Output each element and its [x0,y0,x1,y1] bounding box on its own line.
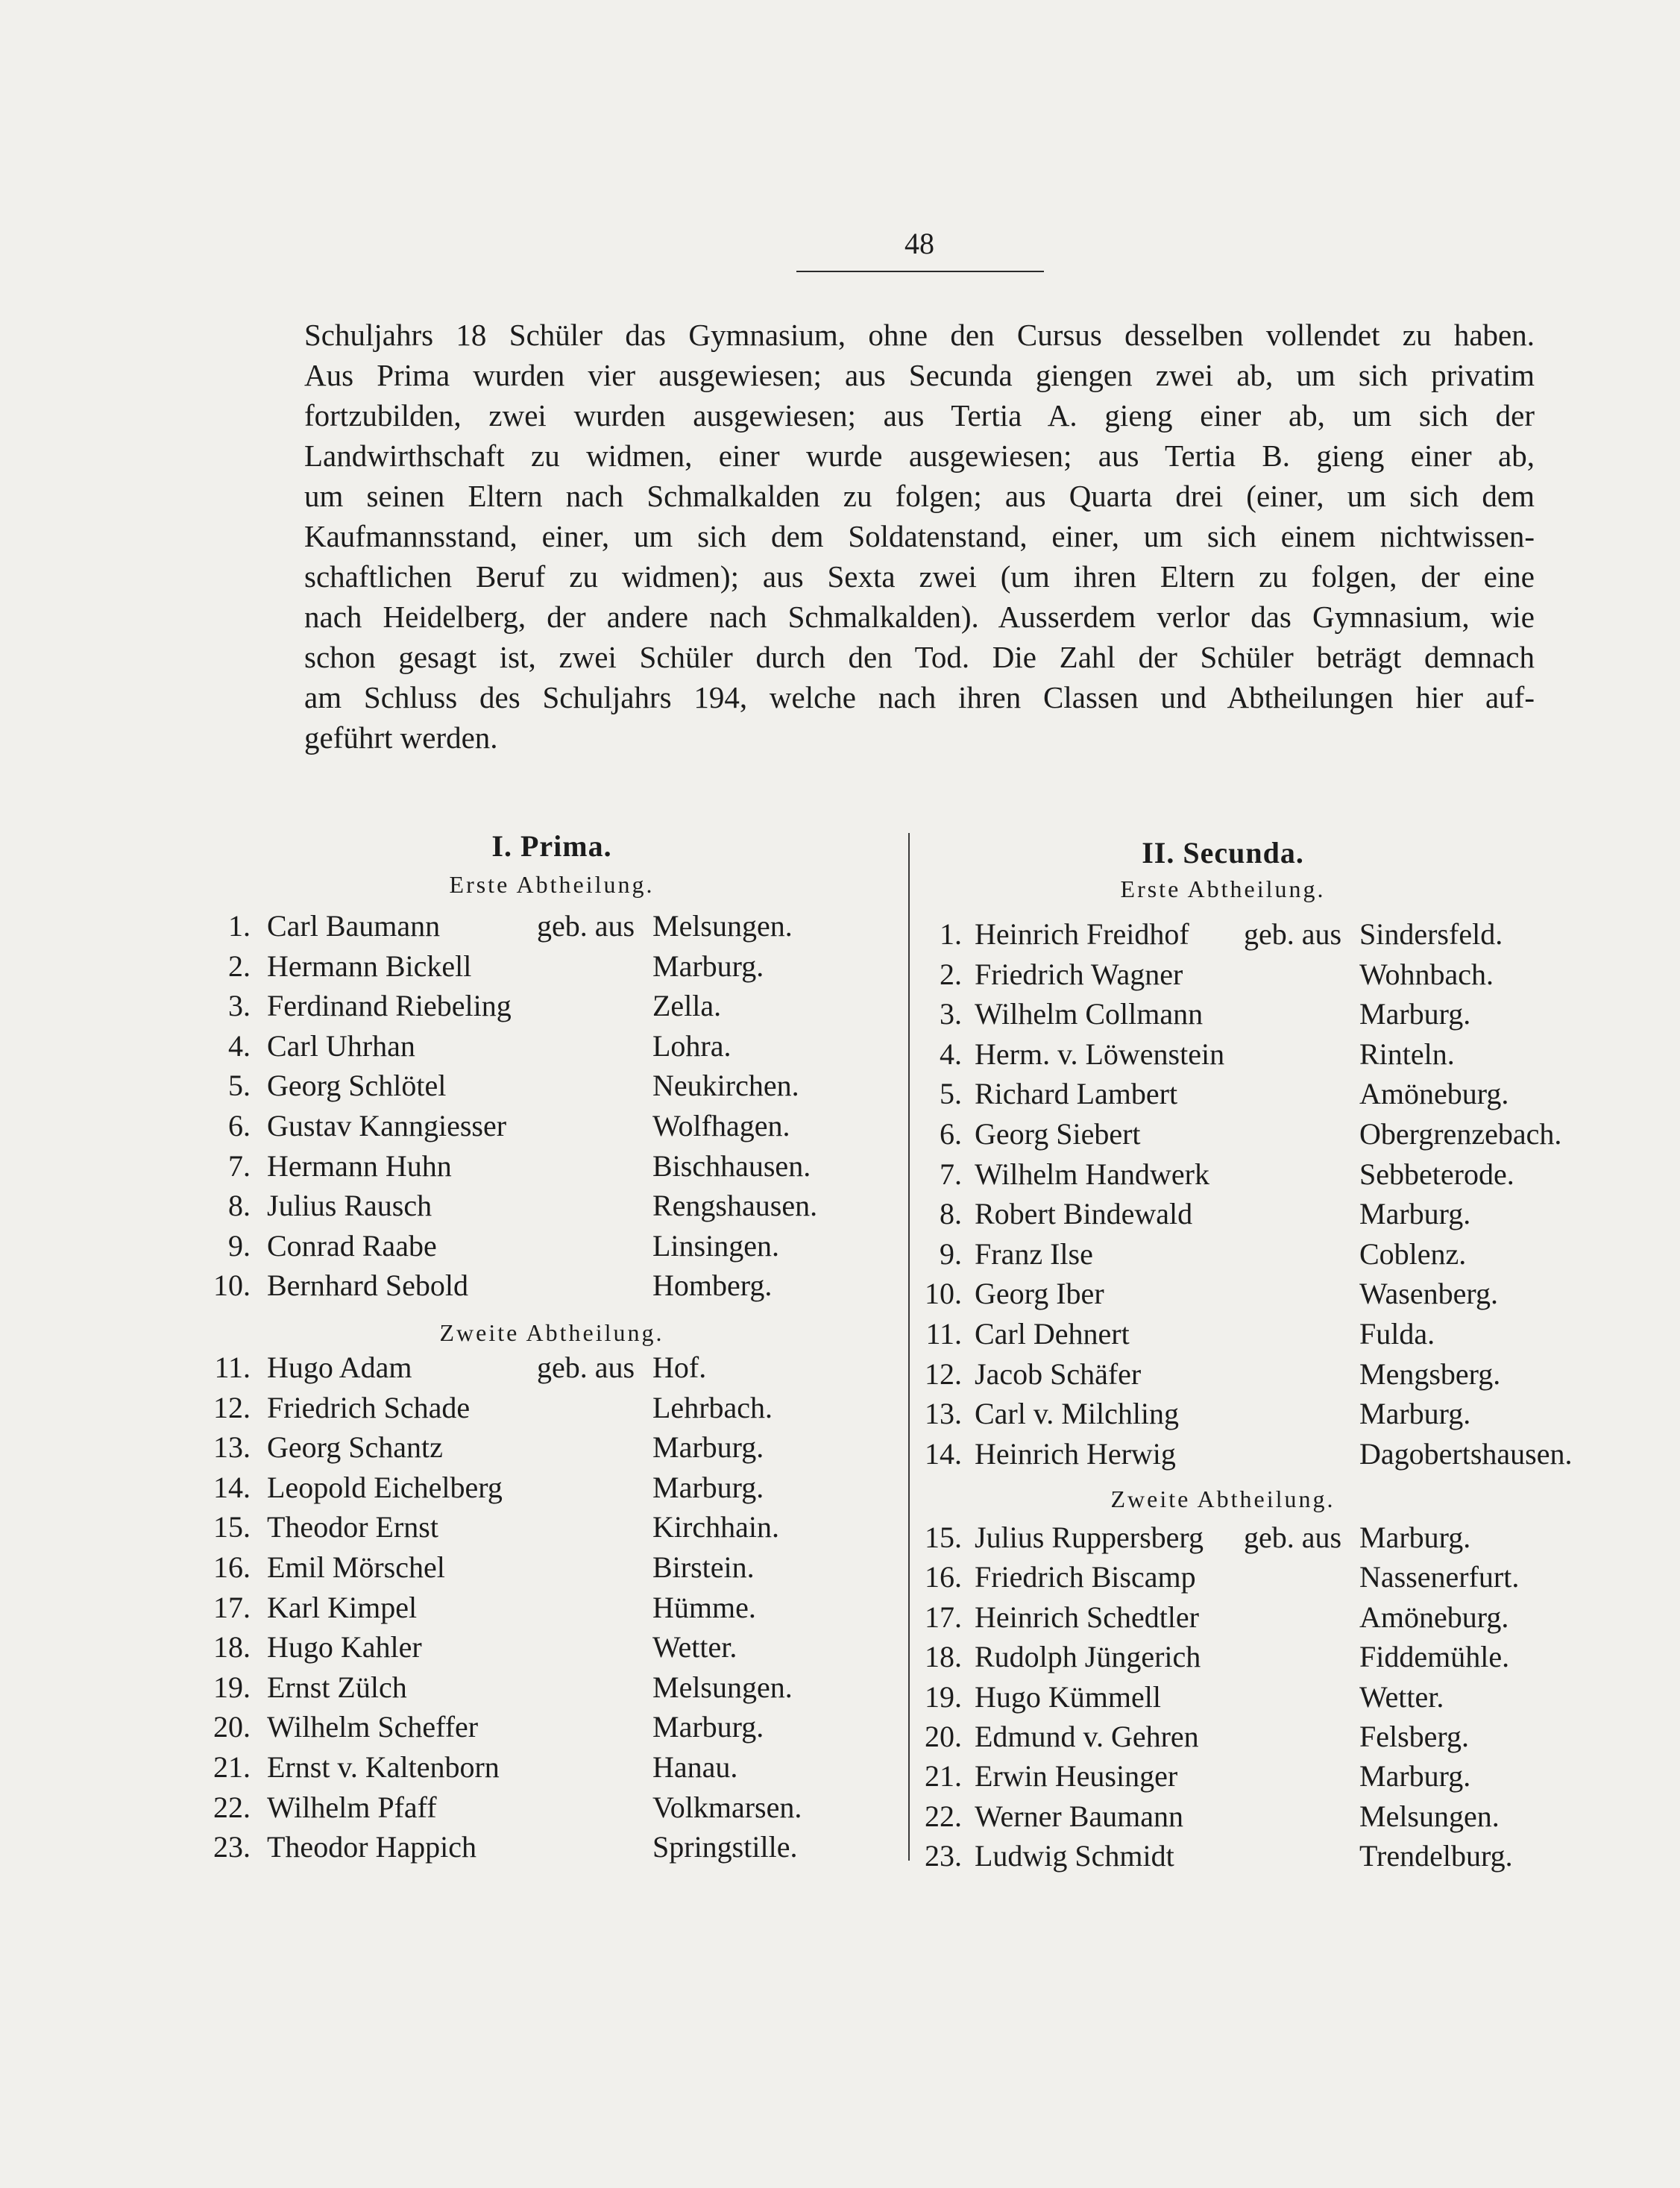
student-name: Heinrich Herwig [975,1436,1176,1471]
student-name: Gustav Kanngiesser [267,1109,507,1142]
student-number: 19. [925,1679,962,1714]
intro-line: schon gesagt ist, zwei Schüler durch den Tod. Die Zahl der Schüler beträgt demnach [304,640,1535,674]
student-birthplace: Rengshausen. [652,1189,818,1223]
student-birthplace: Sebbeterode. [1359,1157,1514,1191]
secunda-student-row [0,1074,1680,1113]
secunda-student-row [0,914,1680,954]
student-name: Wilhelm Collmann [975,997,1204,1031]
student-name: Emil Mörschel [267,1550,445,1584]
student-name: Ferdinand Riebeling [267,989,512,1023]
secunda-student-row [0,994,1680,1034]
student-name: Werner Baumann [975,1799,1183,1833]
student-number: 5. [940,1077,962,1111]
student-number: 15. [925,1521,962,1554]
student-number: 1. [940,917,962,951]
student-birthplace: Marburg. [1359,997,1471,1031]
student-name: Richard Lambert [975,1077,1178,1111]
student-number: 4. [940,1037,962,1071]
student-number: 22. [213,1790,251,1824]
secunda-student-row [0,1557,1680,1597]
student-birthplace: Linsingen. [652,1228,779,1263]
birthplace-note: geb. aus [1244,1521,1342,1554]
student-number: 23. [925,1839,962,1873]
student-number: 9. [228,1228,251,1263]
student-birthplace: Lohra. [652,1028,732,1063]
student-birthplace: Wetter. [1359,1679,1444,1714]
student-number: 20. [925,1720,962,1753]
student-number: 10. [925,1277,962,1311]
student-number: 6. [228,1109,251,1142]
student-name: Bernhard Sebold [267,1269,468,1303]
student-birthplace: Hümme. [652,1590,756,1624]
student-name: Karl Kimpel [267,1590,418,1624]
birthplace-note: geb. aus [537,909,635,943]
secunda-student-row [0,1034,1680,1074]
student-number: 18. [925,1640,962,1674]
secunda-second-heading: Zweite Abtheilung. [1110,1486,1335,1512]
student-number: 13. [213,1430,251,1465]
student-birthplace: Wetter. [652,1630,737,1664]
student-number: 9. [940,1236,962,1271]
student-number: 16. [213,1550,251,1584]
secunda-student-row [0,1677,1680,1717]
student-number: 14. [213,1470,251,1504]
student-birthplace: Melsungen. [1359,1799,1500,1833]
student-birthplace: Fiddemühle. [1359,1640,1510,1674]
student-number: 7. [228,1148,251,1183]
student-name: Hermann Huhn [267,1148,452,1183]
student-birthplace: Amöneburg. [1359,1600,1509,1634]
student-birthplace: Marburg. [652,1430,764,1465]
student-number: 5. [228,1069,251,1103]
student-birthplace: Melsungen. [652,909,793,943]
student-birthplace: Melsungen. [652,1670,793,1704]
secunda-title: II. Secunda. [1142,836,1304,870]
student-number: 6. [940,1117,962,1151]
secunda-student-row [0,1314,1680,1354]
student-name: Carl v. Milchling [975,1397,1180,1431]
secunda-student-row [0,1234,1680,1274]
secunda-student-row [0,1518,1680,1557]
student-name: Georg Schantz [267,1430,443,1465]
student-number: 8. [228,1189,251,1223]
student-name: Herm. v. Löwenstein [975,1037,1225,1071]
student-birthplace: Zella. [652,989,722,1023]
intro-line: am Schluss des Schuljahrs 194, welche nach ihren Classen und Abtheilungen hier auf- [304,680,1535,714]
student-birthplace: Wasenberg. [1359,1277,1498,1311]
student-birthplace: Marburg. [1359,1521,1471,1554]
secunda-student-row [0,1274,1680,1313]
student-name: Georg Schlötel [267,1069,447,1103]
student-number: 2. [940,957,962,991]
student-name: Carl Uhrhan [267,1028,415,1063]
prima-first-heading: Erste Abtheilung. [449,871,655,898]
student-birthplace: Felsberg. [1359,1720,1470,1753]
intro-line: geführt werden. [304,720,498,755]
secunda-student-row [0,1354,1680,1394]
student-name: Hugo Kahler [267,1630,422,1664]
student-birthplace: Hanau. [652,1750,738,1784]
student-birthplace: Rinteln. [1359,1037,1455,1071]
student-name: Julius Ruppersberg [975,1521,1204,1554]
secunda-student-row [0,1637,1680,1676]
student-name: Rudolph Jüngerich [975,1640,1201,1674]
page-number-rule [796,271,1044,272]
student-name: Robert Bindewald [975,1197,1193,1231]
student-name: Franz Ilse [975,1236,1093,1271]
student-number: 12. [213,1390,251,1424]
student-number: 20. [213,1710,251,1744]
student-name: Hugo Kümmell [975,1679,1161,1714]
secunda-student-row [0,1194,1680,1233]
student-name: Friedrich Schade [267,1390,471,1424]
student-birthplace: Marburg. [1359,1197,1471,1231]
student-number: 4. [228,1028,251,1063]
student-birthplace: Neukirchen. [652,1069,799,1103]
student-number: 3. [228,989,251,1023]
secunda-student-row [0,1836,1680,1876]
student-birthplace: Fulda. [1359,1317,1435,1351]
student-number: 14. [925,1436,962,1471]
secunda-student-row [0,1154,1680,1194]
secunda-student-row [0,955,1680,994]
student-birthplace: Hof. [652,1351,707,1384]
student-name: Erwin Heusinger [975,1759,1178,1794]
secunda-student-row [0,1756,1680,1796]
student-birthplace: Marburg. [652,949,764,983]
student-number: 3. [940,997,962,1031]
student-number: 10. [213,1269,251,1303]
student-birthplace: Marburg. [652,1470,764,1504]
student-name: Ludwig Schmidt [975,1839,1174,1873]
student-birthplace: Amöneburg. [1359,1077,1509,1111]
student-number: 17. [925,1600,962,1634]
intro-line: Landwirthschaft zu widmen, einer wurde ausgewiesen; aus Tertia B. gieng einer ab, [304,438,1535,473]
page-number: 48 [905,227,934,260]
student-birthplace: Sindersfeld. [1359,917,1503,951]
student-name: Wilhelm Handwerk [975,1157,1209,1191]
student-number: 22. [925,1799,962,1833]
student-name: Friedrich Wagner [975,957,1183,991]
student-birthplace: Dagobertshausen. [1359,1436,1573,1471]
student-birthplace: Kirchhain. [652,1510,779,1544]
prima-second-heading: Zweite Abtheilung. [439,1319,664,1346]
student-name: Julius Rausch [267,1189,432,1223]
student-name: Friedrich Biscamp [975,1560,1196,1594]
student-number: 18. [213,1630,251,1664]
intro-line: um seinen Eltern nach Schmalkalden zu folgen; aus Quarta drei (einer, um sich dem [304,479,1535,513]
student-number: 7. [940,1157,962,1191]
student-number: 15. [213,1510,251,1544]
student-name: Georg Siebert [975,1117,1141,1151]
intro-line: nach Heidelberg, der andere nach Schmalkalden). Ausserdem verlor das Gymnasium, wie [304,600,1535,634]
birthplace-note: geb. aus [1244,917,1342,951]
student-birthplace: Nassenerfurt. [1359,1560,1520,1594]
secunda-student-row [0,1717,1680,1756]
student-name: Edmund v. Gehren [975,1720,1199,1753]
student-name: Hermann Bickell [267,949,472,983]
secunda-student-row [0,1597,1680,1637]
student-birthplace: Mengsberg. [1359,1357,1501,1391]
student-number: 8. [940,1197,962,1231]
secunda-student-row [0,1114,1680,1154]
student-birthplace: Coblenz. [1359,1236,1467,1271]
student-number: 21. [213,1750,251,1784]
secunda-student-row [0,1796,1680,1836]
student-name: Carl Baumann [267,909,441,943]
student-number: 19. [213,1670,251,1704]
prima-title: I. Prima. [491,829,612,863]
student-birthplace: Homberg. [652,1269,773,1303]
student-name: Heinrich Freidhof [975,917,1189,951]
student-name: Carl Dehnert [975,1317,1130,1351]
intro-line: Kaufmannsstand, einer, um sich dem Soldatenstand, einer, um sich einem nichtwissen- [304,519,1535,553]
student-birthplace: Lehrbach. [652,1390,773,1424]
intro-paragraph [304,315,1535,758]
intro-line: schaftlichen Beruf zu widmen); aus Sexta zwei (um ihren Eltern zu folgen, der eine [304,559,1535,594]
student-name: Theodor Ernst [267,1510,438,1544]
secunda-student-row [0,1394,1680,1433]
student-name: Ernst v. Kaltenborn [267,1750,500,1784]
secunda-student-row [0,1434,1680,1474]
student-birthplace: Wolfhagen. [652,1109,790,1142]
student-birthplace: Marburg. [1359,1759,1471,1794]
student-number: 11. [214,1351,251,1384]
student-number: 16. [925,1560,962,1594]
student-name: Hugo Adam [267,1351,412,1384]
student-number: 11. [925,1317,962,1351]
birthplace-note: geb. aus [537,1351,635,1384]
intro-line: fortzubilden, zwei wurden ausgewiesen; aus Tertia A. gieng einer ab, um sich der [304,398,1535,433]
student-name: Ernst Zülch [267,1670,407,1704]
student-number: 17. [213,1590,251,1624]
student-birthplace: Trendelburg. [1359,1839,1513,1873]
student-birthplace: Wohnbach. [1359,957,1494,991]
student-number: 2. [228,949,251,983]
student-birthplace: Obergrenzebach. [1359,1117,1562,1151]
student-number: 23. [213,1830,251,1864]
student-name: Wilhelm Scheffer [267,1710,479,1744]
student-number: 12. [925,1357,962,1391]
student-name: Theodor Happich [267,1830,477,1864]
student-name: Jacob Schäfer [975,1357,1142,1391]
intro-line: Aus Prima wurden vier ausgewiesen; aus Secunda giengen zwei ab, um sich privatim [304,358,1535,392]
student-number: 21. [925,1759,962,1794]
student-number: 1. [228,909,251,943]
student-birthplace: Marburg. [1359,1397,1471,1431]
student-birthplace: Volkmarsen. [652,1790,802,1824]
student-birthplace: Springstille. [652,1830,798,1864]
student-name: Georg Iber [975,1277,1104,1311]
intro-line: Schuljahrs 18 Schüler das Gymnasium, ohne den Cursus desselben vollendet zu haben. [304,318,1535,352]
student-number: 13. [925,1397,962,1431]
student-name: Conrad Raabe [267,1228,437,1263]
student-birthplace: Birstein. [652,1550,755,1584]
student-name: Heinrich Schedtler [975,1600,1199,1634]
secunda-first-heading: Erste Abtheilung. [1120,875,1326,902]
student-birthplace: Marburg. [652,1710,764,1744]
student-birthplace: Bischhausen. [652,1148,811,1183]
student-name: Wilhelm Pfaff [267,1790,437,1824]
student-name: Leopold Eichelberg [267,1470,503,1504]
